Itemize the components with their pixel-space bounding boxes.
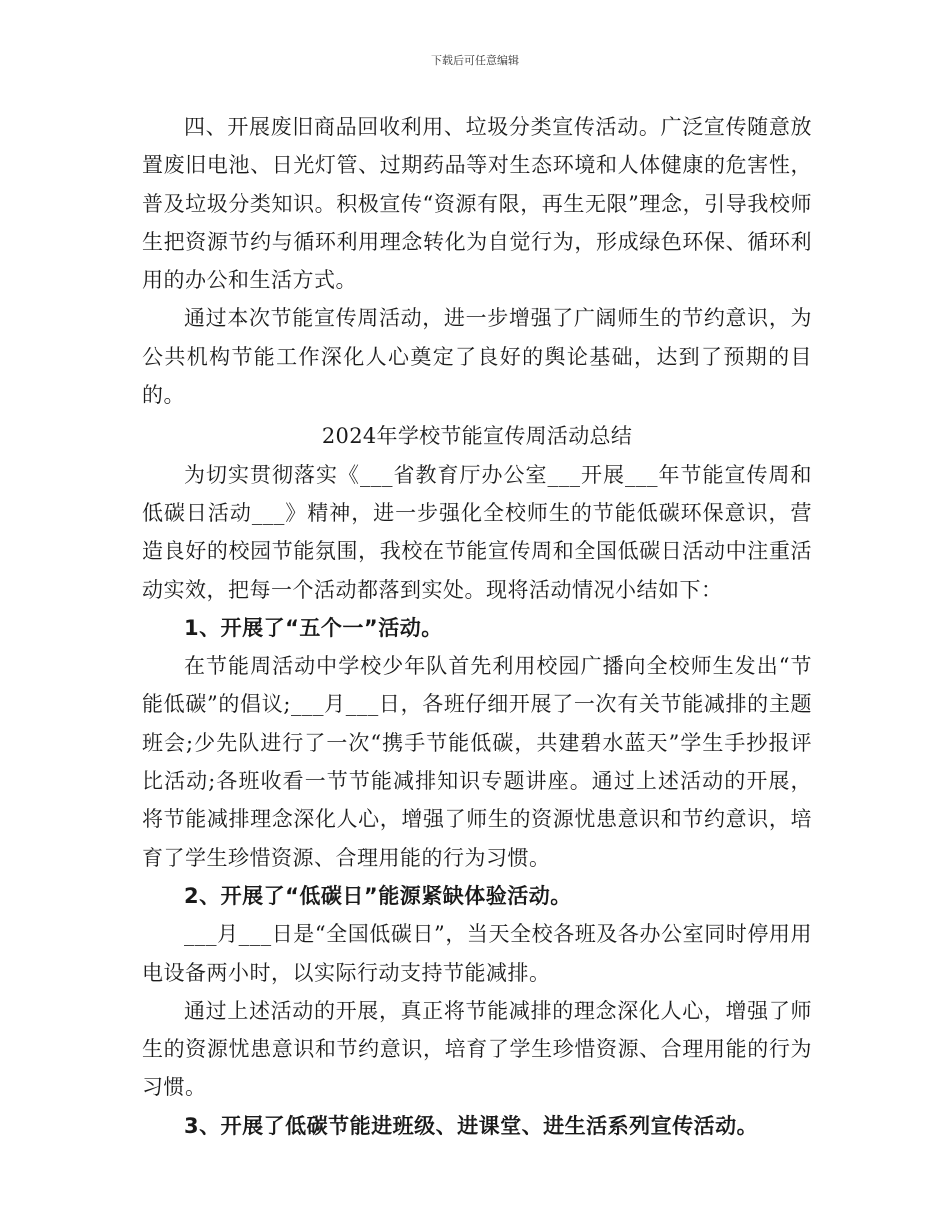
section-heading-2: 2、开展了“低碳日”能源紧缺体验活动。 xyxy=(184,883,572,908)
section-heading-1: 1、开展了“五个一”活动。 xyxy=(184,615,443,640)
document-body xyxy=(142,108,812,1145)
paragraph-conclusion: 通过本次节能宣传周活动，进一步增强了广阔师生的节约意识，为公共机构节能工作深化人心奠定了良好的舆论基础，达到了预期的目的。 xyxy=(142,306,812,408)
header-note: 下载后可任意编辑 xyxy=(431,54,519,67)
section-heading-3: 3、开展了低碳节能进班级、进课堂、进生活系列宣传活动。 xyxy=(184,1113,759,1138)
paragraph-recycling: 四、开展废旧商品回收利用、垃圾分类宣传活动。广泛宣传随意放置废旧电池、日光灯管、过期药品等对生态环境和人体健康的危害性，普及垃圾分类知识。积极宣传“资源有限，再生无限”理念，引导我校师生把资源节约与循环利用理念转化为自觉行为，形成绿色环保、循环利用的办公和生活方式。 xyxy=(142,115,812,293)
paragraph-section-1: 在节能周活动中学校少年队首先利用校园广播向全校师生发出“节能低碳”的倡议;___月___日，各班仔细开展了一次有关节能减排的主题班会;少先队进行了一次“携手节能低碳，共建碧水蓝天”学生手抄报评比活动;各班收看一节节能减排知识专题讲座。通过上述活动的开展，将节能减排理念深化人心，增强了师生的资源忧患意识和节约意识，培育了学生珍惜资源、合理用能的行为习惯。 xyxy=(142,654,812,870)
paragraph-section-2a: ___月___日是“全国低碳日”，当天全校各班及各办公室同时停用用电设备两小时，以实际行动支持节能减排。 xyxy=(142,922,812,985)
document-title: 2024年学校节能宣传周活动总结 xyxy=(321,424,633,449)
paragraph-intro: 为切实贯彻落实《___省教育厅办公室___开展___年节能宣传周和低碳日活动___》精神，进一步强化全校师生的节能低碳环保意识，营造良好的校园节能氛围，我校在节能宣传周和全国低碳日活动中注重活动实效，把每一个活动都落到实处。现将活动情况小结如下： xyxy=(142,462,812,602)
paragraph-section-2b: 通过上述活动的开展，真正将节能减排的理念深化人心，增强了师生的资源忧患意识和节约意识，培育了学生珍惜资源、合理用能的行为习惯。 xyxy=(142,998,812,1100)
